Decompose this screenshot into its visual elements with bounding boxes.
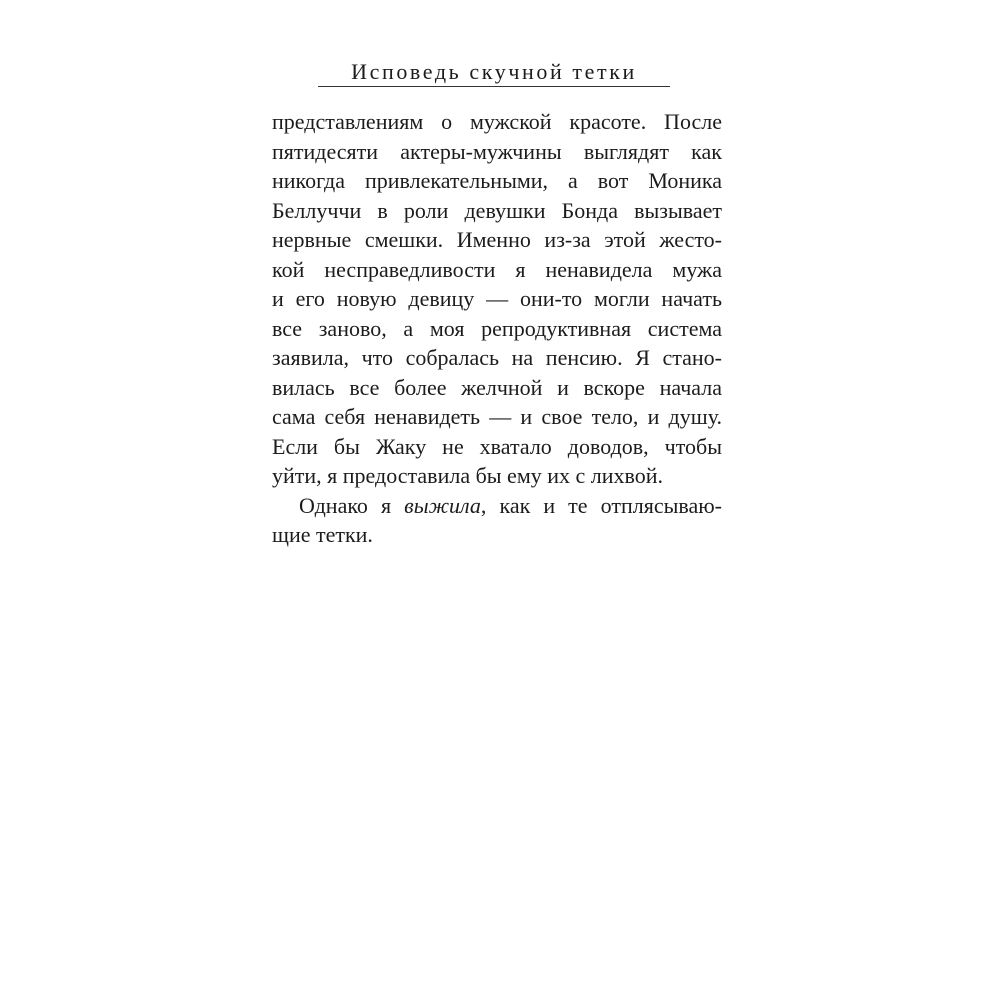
text-line: нервные смешки. Именно из-за этой жесто-: [272, 227, 722, 252]
running-head-title: Исповедь скучной тетки: [351, 59, 637, 84]
text-line: вилась все более желчной и вскоре начала: [272, 374, 722, 400]
text-line: сама себя ненавидеть — и свое тело, и душу.: [272, 404, 722, 429]
body-text: [272, 107, 722, 550]
italic-word: выжила: [404, 492, 481, 518]
text-segment: , как и те отплясываю-: [480, 492, 722, 518]
header-rule: [318, 86, 670, 87]
text-line: представлениям о мужской красоте. После: [272, 109, 722, 134]
paragraph-2-first-line: [272, 491, 722, 521]
text-line: Беллуччи в роли девушки Бонда вызывает: [272, 197, 722, 223]
text-line: уйти, я предоставила бы ему их с лихвой.: [272, 463, 664, 488]
text-line: все заново, а моя репродуктивная система: [272, 315, 722, 341]
text-line: и его новую девицу — они-то могли начать: [272, 286, 722, 311]
text-line: кой несправедливости я ненавидела мужа: [272, 256, 722, 282]
text-line: никогда привлекательными, а вот Моника: [272, 168, 722, 193]
text-line: пятидесяти актеры-мужчины выглядят как: [272, 138, 722, 164]
text-line: заявила, что собралась на пенсию. Я стано-: [272, 345, 722, 370]
text-line: Если бы Жаку не хватало доводов, чтобы: [272, 433, 722, 459]
paragraph-2-last-line: щие тетки.: [272, 522, 373, 547]
text-segment: Однако я: [299, 492, 405, 518]
